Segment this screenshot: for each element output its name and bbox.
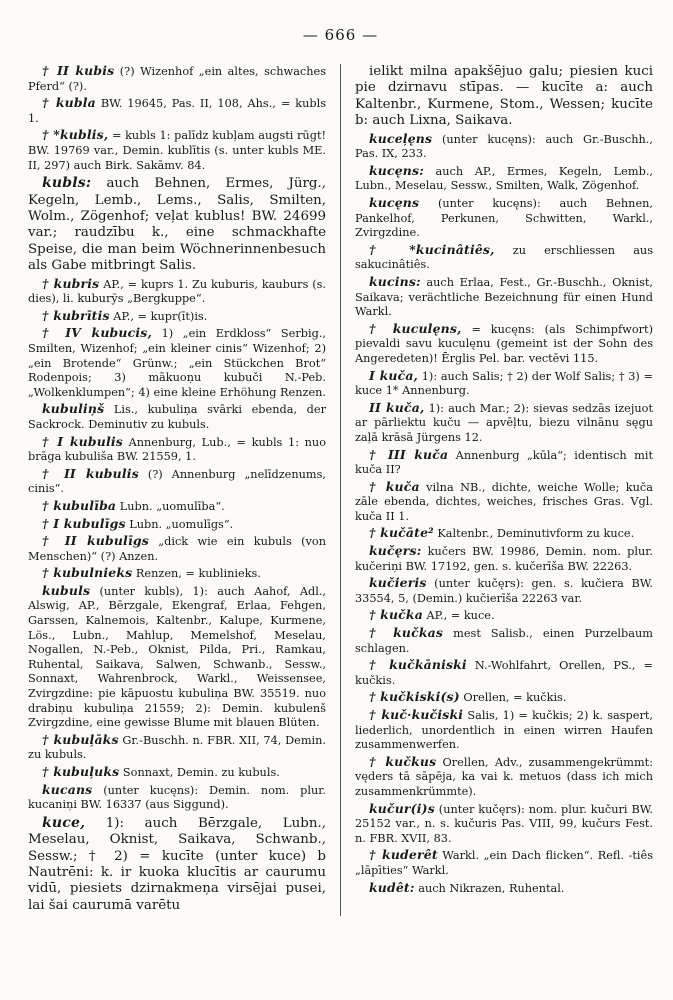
dictionary-entry — [28, 309, 326, 325]
entry-headword: kubuliņš — [42, 401, 105, 417]
entry-text: (?) Annenburg „nelīdzenums, cinis“. — [28, 467, 327, 496]
entry-text: Gr.-Buschh. n. FBR. XII, 74, Demin. zu kubuls. — [28, 733, 327, 762]
entry-text: Warkl. „ein Dach flicken“. Refl. -tiês „lāpīties“ Warkl. — [354, 849, 653, 877]
entry-text: Lubn. „uomulība“. — [116, 499, 225, 513]
entry-text: Lis., kubuliņa svārki ebenda, der Sackrock. Deminutiv zu kubuls. — [28, 403, 327, 431]
entry-text: ielikt milna apakšējuo galu; piesien kuci pie dzirnavu stīpas. — kucīte a: auch Kaltenbr., Kurmene, Stom., Wessen; kucīte b: auch Lixna, Saikava. — [354, 64, 653, 129]
dictionary-entry — [28, 534, 326, 564]
entry-text: vilna NB., dichte, weiche Wolle; kuča zāle ebenda, dichtes, weiches, frisches Gras. Vgl. kuča II 1. — [354, 480, 653, 523]
dictionary-entry — [355, 658, 653, 688]
entry-text: Kaltenbr., Deminutivform zu kuce. — [433, 527, 635, 541]
entry-text: AP., = kuprs 1. Zu kuburis, kauburs (s. dies), li. kuburỹs „Bergkuppe“. — [28, 277, 327, 306]
entry-text: (unter kubls), 1): auch Aahof, Adl., Alswig, AP., Bērzgale, Ekengraf, Erlaa, Fehgen, Garssen, Kalnemois, Kaltenbr., Kalupe, Kurmene, Lös., Lubn., Mahlup, Memelshof, Meselau, Nogallen, N.-Peb., Oknist, Pilda, Pri., Ramkau, Ruhental, Saikava, Salwen, Schwanb., Sessw., Sonnaxt, Wahrenbrock, Warkl., Weissensee, Zvirgzdine: pie kāpuostu kubuliņa BW. 35519. nuo drabiņu kubuliņa 21559; 2): Demin. kubulenš Zvirgzdine, eine gewisse Blume mit blauen Blüten. — [28, 584, 327, 730]
entry-headword: † kučka — [368, 607, 423, 623]
entry-text: Renzen, = kublinieks. — [132, 567, 261, 581]
entry-text: AP., = kuce. — [422, 609, 495, 623]
entry-headword: † kučkas — [368, 625, 444, 641]
dictionary-entry — [28, 467, 326, 497]
dictionary-entry — [355, 369, 653, 399]
entry-headword: † kubrītis — [42, 307, 110, 323]
entry-text: AP., = kupr(īt)is. — [109, 309, 208, 323]
entry-text: (unter kucęns): auch Behnen, Pankelhof, Perkunen, Schwitten, Warkl., Zvirgzdine. — [354, 197, 653, 240]
entry-text: Annenburg „kūla“; identisch mit kuča II? — [354, 448, 653, 477]
dictionary-entry — [28, 175, 326, 274]
dictionary-entry — [355, 576, 653, 606]
dictionary-entry — [355, 848, 653, 878]
entry-headword: † kubla — [42, 95, 96, 111]
entry-headword: † kuculęns, — [368, 320, 462, 336]
entry-headword: II kuča, — [368, 399, 425, 415]
entry-headword: kuceļęns — [368, 130, 433, 146]
entry-text: (?) Wizenhof „ein altes, schwaches Pferd“ (?). — [28, 65, 327, 93]
entry-text: (unter kucęns): Demin. nom. plur. kucaniņi BW. 16337 (aus Siggund). — [28, 783, 327, 812]
dictionary-entry — [28, 326, 326, 400]
dictionary-entry — [355, 526, 653, 542]
entry-headword: † kučkus — [368, 753, 437, 769]
entry-text: auch Erlaa, Fest., Gr.-Buschh., Oknist, Saikava; verächtliche Bezeichnung für einen Hund Warkl. — [354, 275, 653, 319]
entry-headword: kuce, — [42, 814, 86, 831]
entry-text: (unter kucęns): auch Gr.-Buschh., Pas. IX, 233. — [354, 132, 653, 161]
entry-text: (unter kučęrs): gen. s. kučiera BW. 33554, 5, (Demin.) kučierīša 22263 var. — [354, 577, 653, 605]
entry-text: Salis, 1) = kučkis; 2) k. saspert, liederlich, unordentlich in einen wirren Haufen zusammenwerfen. — [354, 709, 653, 752]
dictionary-entry — [355, 401, 653, 446]
dictionary-entry — [355, 64, 653, 130]
entry-headword: kucęns: — [368, 162, 424, 178]
dictionary-entry — [28, 733, 326, 763]
dictionary-entry — [355, 164, 653, 194]
entry-headword: † IV kubucis, — [42, 325, 152, 341]
entry-headword: † kuč·kučiski — [368, 707, 464, 722]
dictionary-entry — [355, 690, 653, 706]
entry-text: 1): auch Mar.; 2): sievas sedzās izejuot ar pārliektu kuču — apvēļtu, biezu vilnānu sęgu zaļā krāsā Jürgens 12. — [354, 401, 653, 444]
entry-headword: kubuls — [42, 582, 91, 598]
dictionary-entry — [355, 322, 653, 367]
entry-headword: † kuderêt — [368, 847, 438, 863]
entry-headword: kucęns — [368, 195, 420, 210]
dictionary-entry — [355, 132, 653, 162]
dictionary-entry — [355, 480, 653, 525]
entry-headword: kudêt: — [368, 879, 415, 895]
entry-headword: kučieris — [368, 575, 427, 591]
entry-headword: † kučkāniski — [368, 657, 467, 673]
column-divider — [340, 64, 341, 916]
dictionary-entry — [355, 196, 653, 241]
entry-headword: † I kubulīgs — [42, 515, 126, 531]
dictionary-entry — [28, 96, 326, 126]
entry-headword: kučęrs: — [368, 543, 422, 559]
dictionary-entry — [355, 448, 653, 478]
entry-text: auch Nikrazen, Ruhental. — [414, 881, 565, 895]
dictionary-entry — [28, 64, 326, 94]
entry-text: 1): auch Salis; † 2) der Wolf Salis; † 3) = kuce 1* Annenburg. — [354, 369, 653, 398]
entry-headword: † kubuļāks — [42, 731, 119, 747]
entry-text: BW. 19645, Pas. II, 108, Ahs., = kubls 1. — [28, 97, 327, 125]
dictionary-entry — [355, 755, 653, 800]
dictionary-entry — [28, 128, 326, 173]
dictionary-entry — [28, 566, 326, 582]
entry-text: Lubn. „uomulīgs“. — [125, 517, 234, 531]
dictionary-entry — [28, 499, 326, 515]
dictionary-entry — [28, 783, 326, 813]
left-column — [28, 64, 326, 916]
dictionary-entry — [355, 626, 653, 656]
dictionary-entry — [355, 608, 653, 624]
right-column — [355, 64, 653, 916]
dictionary-entry — [355, 708, 653, 753]
entry-headword: † III kuča — [368, 446, 449, 462]
columns — [28, 64, 653, 916]
page-number: — 666 — — [302, 26, 379, 44]
dictionary-entry — [355, 881, 653, 897]
dictionary-entry — [28, 517, 326, 533]
entry-headword: † kučāte² — [368, 525, 434, 541]
dictionary-entry — [355, 544, 653, 574]
entry-headword: kucins: — [368, 273, 421, 289]
entry-text: (unter kučęrs): nom. plur. kučuri BW. 25152 var., n. s. kučuris Pas. VIII, 99, kučurs Fest. n. FBR. XVII, 83. — [354, 802, 653, 845]
entry-text: 1): auch Bērzgale, Lubn., Meselau, Oknist, Saikava, Schwanb., Sessw.; † 2) = kucīte (unter kuce) b Nautrēni: k. ir kuoka klucītis ar caurumu vidū, piesiets dzirnakmeņa virsējai pusei, lai šai caurumā varētu — [28, 815, 327, 913]
dictionary-entry — [355, 243, 653, 273]
entry-text: = kubls 1: palīdz kubļam augsti rūgt! BW. 19769 var., Demin. kublītis (s. unter kubls ME. II, 297) auch Birk. Sakāmv. 84. — [28, 129, 327, 172]
entry-headword: † II kubulis — [42, 465, 139, 481]
entry-headword: † II kubulīgs — [42, 533, 149, 549]
entry-headword: I kuča, — [368, 367, 419, 383]
dictionary-entry — [28, 765, 326, 781]
entry-headword: † kubris — [42, 275, 100, 291]
dictionary-entry — [28, 584, 326, 731]
entry-headword: † *kublis, — [42, 127, 109, 143]
dictionary-entry — [355, 275, 653, 320]
entry-headword: † kuča — [368, 478, 420, 494]
entry-headword: † I kubulis — [42, 433, 123, 449]
entry-headword: † II kubis — [42, 63, 115, 78]
entry-text: Orellen, Adv., zusammengekrümmt: vęders tā sāpēja, ka vai k. metuos (dass ich mich zusammenkrümmte). — [354, 755, 653, 798]
dictionary-entry — [28, 435, 326, 465]
entry-text: 1) „ein Erdkloss“ Serbig., Smilten, Wizenhof; „ein kleiner cinis“ Wizenhof; 2) „ein Brotende“ Grünw.; „ein Stückchen Brot“ Rodenpois; 3) mākuoņu kubuči N.-Peb. „Wolkenklumpen“; 4) eine kleine Erhöhung Renzen. — [28, 327, 327, 399]
entry-text: zu erschliessen aus sakucinâtiês. — [354, 243, 653, 272]
entry-text: Annenburg, Lub., = kubls 1: nuo brāga kubuliša BW. 21559, 1. — [28, 435, 327, 464]
entry-text: auch Behnen, Ermes, Jürg., Kegeln, Lemb., Lems., Salis, Smilten, Wolm., Zögenhof; veļat kublus! BW. 24699 var.; raudzību k., eine schmackhafte Speise, die man beim Wöchnerinnenbesuch als Gabe mitbringt Salis. — [28, 176, 327, 274]
entry-text: Orellen, = kučkis. — [459, 691, 567, 705]
dictionary-entry — [28, 277, 326, 307]
entry-headword: kučur(i)s — [368, 800, 435, 816]
entry-headword: † kubulība — [42, 497, 117, 513]
entry-headword: † kubuļuks — [42, 764, 120, 779]
dictionary-entry — [355, 802, 653, 847]
entry-text: „dick wie ein kubuls (von Menschen)“ (?) Anzen. — [28, 535, 327, 563]
entry-text: N.-Wohlfahrt, Orellen, PS., = kučkis. — [354, 659, 653, 687]
entry-text: = kucęns: (als Schimpfwort) pievaldi savu kuculęnu (gemeint ist der Sohn des Angeredeten)! Ērglis Pel. bar. vectēvi 115. — [354, 322, 653, 365]
entry-headword: kubls: — [42, 175, 92, 192]
entry-headword: † kubulnieks — [42, 565, 133, 581]
entry-headword: † *kucinâtiês, — [368, 241, 495, 257]
entry-text: Sonnaxt, Demin. zu kubuls. — [119, 766, 280, 779]
entry-text: auch AP., Ermes, Kegeln, Lemb., Lubn., Meselau, Sessw., Smilten, Walk, Zögenhof. — [354, 164, 653, 193]
dictionary-entry — [28, 815, 326, 914]
entry-text: mest Salisb., einen Purzelbaum schlagen. — [354, 627, 653, 655]
entry-headword: kucans — [42, 781, 93, 797]
entry-text: kučers BW. 19986, Demin. nom. plur. kučeriņi BW. 17192, gen. s. kučerīša BW. 22263. — [354, 545, 653, 573]
entry-headword: † kučkiski(s) — [368, 689, 460, 705]
dictionary-entry — [28, 402, 326, 432]
